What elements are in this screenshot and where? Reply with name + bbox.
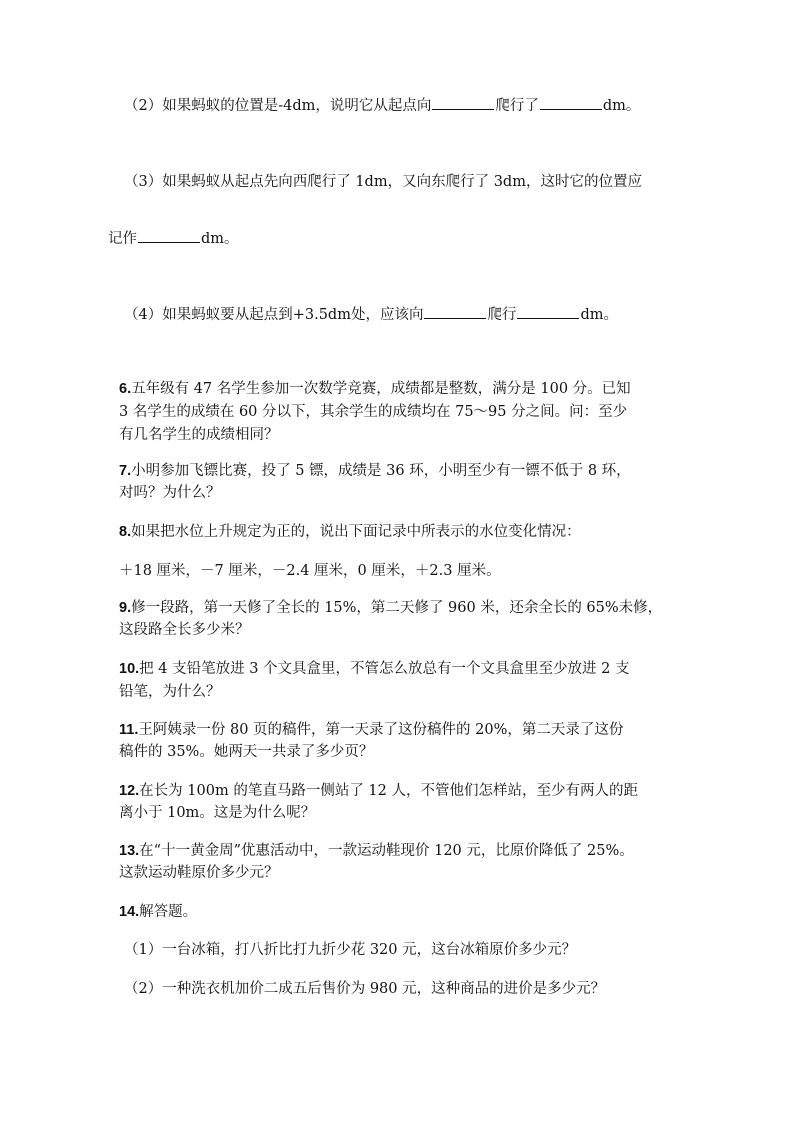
problem-number: 12.: [119, 783, 140, 799]
problem-9-line-1: [119, 598, 793, 618]
problem-12-line-1: [119, 781, 793, 801]
problem-text: 修一段路，第一天修了全长的 15%，第二天修了 960 米，还余全长的 65%未修，: [131, 600, 663, 616]
problem-number: 13.: [119, 843, 140, 859]
problem-10-line-2: 铅笔，为什么？: [119, 684, 221, 700]
problem-6-line-1: [119, 379, 793, 399]
problem-14-line-1: [119, 902, 793, 922]
problem-6-line-3: 有几名学生的成绩相同？: [119, 427, 279, 443]
problem-text: 把 4 支铅笔放进 3 个文具盒里，不管怎么放总有一个文具盒里至少放进 2 支: [139, 661, 630, 677]
problem-text: 王阿姨录一份 80 页的稿件，第一天录了这份稿件的 20%，第二天录了这份: [138, 722, 624, 738]
problem-11-line-2: 稿件的 35%。她两天一共录了多少页？: [119, 744, 374, 760]
sub-question-3-line-1: （3）如果蚂蚁从起点先向西爬行了 1dm，又向东爬行了 3dm，这时它的位置应: [124, 174, 642, 190]
problem-14-part-1: （1）一台冰箱，打八折比打九折少花 320 元，这台冰箱原价多少元？: [124, 942, 577, 958]
problem-text: 如果把水位上升规定为正的，说出下面记录中所表示的水位变化情况：: [131, 524, 581, 540]
problem-number: 9.: [119, 600, 132, 616]
problem-number: 8.: [119, 524, 132, 540]
problem-6-line-2: 3 名学生的成绩在 60 分以下，其余学生的成绩均在 75～95 分之间。问：至少: [119, 404, 628, 420]
problem-8-line-2: ＋18 厘米，－7 厘米，－2.4 厘米，0 厘米，＋2.3 厘米。: [119, 563, 501, 579]
problem-13-line-2: 这款运动鞋原价多少元？: [119, 865, 279, 881]
sub-question-2-suffix: dm。: [602, 98, 641, 114]
sub-question-3-suffix: dm。: [201, 231, 239, 247]
problem-number: 11.: [119, 722, 139, 738]
answer-blank-distance[interactable]: [540, 97, 602, 110]
sub-question-2-prefix: （2）如果蚂蚁的位置是-4dm，说明它从起点向: [124, 98, 432, 114]
problem-7-line-1: [119, 461, 793, 481]
problem-7-line-2: 对吗？为什么？: [119, 485, 221, 501]
problem-text: 解答题。: [139, 904, 198, 920]
problem-12-line-2: 离小于 10m。这是为什么呢？: [119, 805, 316, 821]
problem-10-line-1: [119, 659, 793, 679]
sub-question-4: [124, 305, 793, 325]
answer-blank-direction-4[interactable]: [424, 306, 486, 319]
answer-blank-distance-4[interactable]: [517, 306, 579, 319]
problem-text: 小明参加飞镖比赛，投了 5 镖，成绩是 36 环，小明至少有一镖不低于 8 环，: [131, 463, 631, 479]
sub-question-3-prefix: 记作: [108, 231, 137, 247]
sub-question-2: [124, 96, 793, 116]
sub-question-4-prefix: （4）如果蚂蚁要从起点到+3.5dm处，应该向: [124, 307, 424, 323]
answer-blank-direction[interactable]: [432, 97, 494, 110]
answer-blank-position[interactable]: [138, 230, 200, 243]
problem-14-part-2: （2）一种洗衣机加价二成五后售价为 980 元，这种商品的进价是多少元？: [124, 981, 606, 997]
problem-11-line-1: [119, 720, 793, 740]
problem-9-line-2: 这段路全长多少米？: [119, 622, 250, 638]
sub-question-2-mid: 爬行了: [495, 98, 539, 114]
problem-text: 在“十一黄金周”优惠活动中，一款运动鞋现价 120 元，比原价降低了 25%。: [139, 843, 634, 859]
problem-text: 五年级有 47 名学生参加一次数学竞赛，成绩都是整数，满分是 100 分。已知: [131, 381, 631, 397]
problem-13-line-1: [119, 841, 793, 861]
problem-8-line-1: [119, 522, 793, 542]
sub-question-4-suffix: dm。: [580, 307, 619, 323]
problem-number: 6.: [119, 381, 132, 397]
problem-number: 7.: [119, 463, 132, 479]
problem-number: 14.: [119, 904, 140, 920]
problem-text: 在长为 100m 的笔直马路一侧站了 12 人，不管他们怎样站，至少有两人的距: [139, 783, 638, 799]
sub-question-4-mid: 爬行: [487, 307, 517, 323]
problem-number: 10.: [119, 661, 140, 677]
sub-question-3-line-2: [108, 229, 793, 249]
